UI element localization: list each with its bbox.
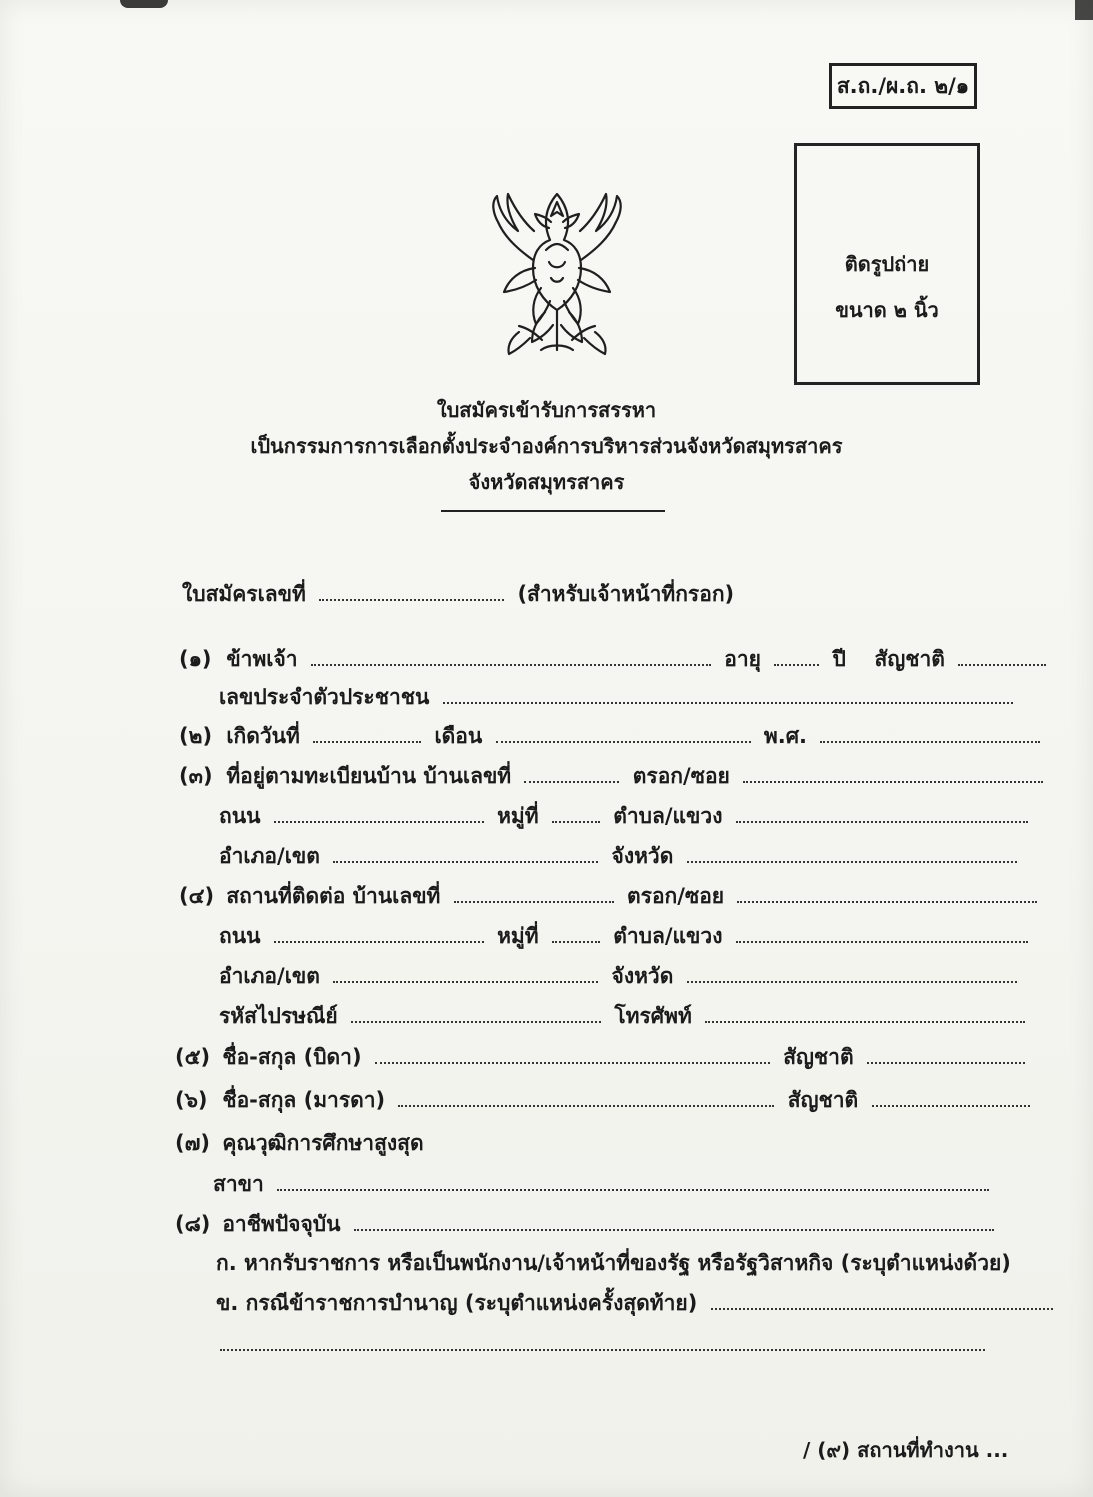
item-7-major-row bbox=[213, 1170, 995, 1198]
item-7-row bbox=[175, 1129, 424, 1157]
contact-address-label: สถานที่ติดต่อ บ้านเลขที่ bbox=[226, 884, 441, 908]
item-number: (๒) bbox=[179, 724, 213, 748]
education-label: คุณวุฒิการศึกษาสูงสุด bbox=[222, 1131, 424, 1155]
road-field[interactable] bbox=[274, 820, 484, 823]
scan-edge-shadow bbox=[1075, 0, 1093, 20]
item-number: (๔) bbox=[179, 884, 215, 908]
soi-field[interactable] bbox=[743, 780, 1043, 783]
postcode-label: รหัสไปรษณีย์ bbox=[219, 1004, 338, 1028]
moo-field[interactable] bbox=[552, 820, 600, 823]
application-number-note: (สำหรับเจ้าหน้าที่กรอก) bbox=[517, 582, 735, 606]
item-8-retired-row bbox=[216, 1289, 1059, 1317]
father-name-field[interactable] bbox=[375, 1061, 770, 1064]
contact-province-label: จังหวัด bbox=[611, 964, 674, 988]
contact-house-number-field[interactable] bbox=[454, 900, 614, 903]
citizen-id-field[interactable] bbox=[443, 701, 1013, 704]
road-label: ถนน bbox=[219, 804, 261, 828]
item-2-row bbox=[179, 722, 1046, 750]
contact-district-field[interactable] bbox=[333, 980, 598, 983]
contact-subdistrict-label: ตำบล/แขวง bbox=[613, 924, 723, 948]
birth-day-label: เกิดวันที่ bbox=[226, 724, 300, 748]
phone-field[interactable] bbox=[705, 1020, 1025, 1023]
item-8-extra-line-row bbox=[220, 1330, 991, 1358]
father-nationality-field[interactable] bbox=[867, 1061, 1025, 1064]
major-label: สาขา bbox=[213, 1172, 264, 1196]
item-number: (๓) bbox=[179, 764, 213, 788]
birth-month-field[interactable] bbox=[496, 740, 751, 743]
birth-day-field[interactable] bbox=[313, 740, 421, 743]
item-4-postcode-row bbox=[219, 1002, 1031, 1030]
continuation-note: / (๙) สถานที่ทำงาน ... bbox=[803, 1438, 1009, 1462]
age-label: อายุ bbox=[724, 647, 761, 671]
title-line-1: ใบสมัครเข้ารับการสรรหา bbox=[436, 398, 657, 422]
item-3-road-row bbox=[219, 802, 1034, 830]
item-5-row bbox=[175, 1043, 1031, 1071]
item-number: (๑) bbox=[179, 647, 212, 671]
citizen-id-label: เลขประจำตัวประชาชน bbox=[219, 685, 430, 709]
age-field[interactable] bbox=[774, 663, 819, 666]
province-label: จังหวัด bbox=[611, 844, 674, 868]
birth-year-field[interactable] bbox=[820, 740, 1040, 743]
birth-year-label: พ.ศ. bbox=[763, 724, 808, 748]
nationality-label: สัญชาติ bbox=[874, 647, 945, 671]
application-number-label: ใบสมัครเลขที่ bbox=[182, 582, 306, 606]
item-4-road-row bbox=[219, 922, 1034, 950]
form-code-box: ส.ถ./ผ.ถ. ๒/๑ bbox=[829, 63, 977, 109]
item-4-district-row bbox=[219, 962, 1023, 990]
retired-position-label: ข. กรณีข้าราชการบำนาญ (ระบุตำแหน่งครั้งสุดท้าย) bbox=[216, 1291, 698, 1315]
item-8-row bbox=[175, 1210, 1000, 1238]
occupation-field[interactable] bbox=[354, 1228, 994, 1231]
birth-month-label: เดือน bbox=[434, 724, 483, 748]
item-number: (๗) bbox=[175, 1131, 210, 1155]
title-line-3: จังหวัดสมุทรสาคร bbox=[468, 470, 625, 494]
father-nationality-label: สัญชาติ bbox=[783, 1045, 854, 1069]
name-field[interactable] bbox=[311, 663, 711, 666]
postcode-field[interactable] bbox=[351, 1020, 601, 1023]
major-field[interactable] bbox=[277, 1188, 989, 1191]
contact-road-field[interactable] bbox=[274, 940, 484, 943]
item-4-row bbox=[179, 882, 1043, 910]
house-number-field[interactable] bbox=[524, 780, 619, 783]
contact-road-label: ถนน bbox=[219, 924, 261, 948]
contact-moo-label: หมู่ที่ bbox=[497, 924, 539, 948]
contact-district-label: อำเภอ/เขต bbox=[219, 964, 320, 988]
title-line-2: เป็นกรรมการการเลือกตั้งประจำองค์การบริหารส่วนจังหวัดสมุทรสาคร bbox=[250, 434, 843, 458]
nationality-field[interactable] bbox=[958, 663, 1046, 666]
subdistrict-field[interactable] bbox=[736, 820, 1028, 823]
item-number: (๘) bbox=[175, 1212, 211, 1236]
mother-name-field[interactable] bbox=[398, 1104, 774, 1107]
document-title bbox=[0, 392, 1093, 500]
soi-label: ตรอก/ซอย bbox=[632, 764, 730, 788]
item-3-district-row bbox=[219, 842, 1023, 870]
item-1-row bbox=[179, 645, 1052, 673]
application-number-row bbox=[182, 580, 734, 608]
district-field[interactable] bbox=[333, 860, 598, 863]
item-8-government-row bbox=[216, 1249, 1011, 1277]
item-number: (๕) bbox=[175, 1045, 211, 1069]
contact-subdistrict-field[interactable] bbox=[736, 940, 1028, 943]
item-3-row bbox=[179, 762, 1049, 790]
name-label: ข้าพเจ้า bbox=[226, 647, 298, 671]
father-name-label: ชื่อ-สกุล (บิดา) bbox=[222, 1045, 362, 1069]
year-label: ปี bbox=[832, 647, 846, 671]
contact-province-field[interactable] bbox=[687, 980, 1017, 983]
garuda-emblem-icon bbox=[475, 180, 640, 365]
contact-soi-label: ตรอก/ซอย bbox=[627, 884, 725, 908]
phone-label: โทรศัพท์ bbox=[614, 1004, 692, 1028]
additional-position-field[interactable] bbox=[220, 1348, 985, 1351]
subdistrict-label: ตำบล/แขวง bbox=[613, 804, 723, 828]
mother-name-label: ชื่อ-สกุล (มารดา) bbox=[222, 1088, 386, 1112]
contact-soi-field[interactable] bbox=[737, 900, 1037, 903]
scan-edge-shadow bbox=[120, 0, 168, 8]
district-label: อำเภอ/เขต bbox=[219, 844, 320, 868]
government-position-instruction: ก. หากรับราชการ หรือเป็นพนักงาน/เจ้าหน้าที่ของรัฐ หรือรัฐวิสาหกิจ (ระบุตำแหน่งด้วย) bbox=[216, 1251, 1011, 1275]
mother-nationality-label: สัญชาติ bbox=[787, 1088, 859, 1112]
retired-position-field[interactable] bbox=[711, 1307, 1053, 1310]
photo-box bbox=[794, 143, 980, 385]
item-number: (๖) bbox=[175, 1088, 208, 1112]
province-field[interactable] bbox=[687, 860, 1017, 863]
mother-nationality-field[interactable] bbox=[872, 1104, 1030, 1107]
occupation-label: อาชีพปัจจุบัน bbox=[222, 1212, 341, 1236]
photo-instruction: ติดรูปถ่าย bbox=[844, 252, 930, 276]
application-number-field[interactable] bbox=[319, 598, 504, 601]
item-1-id-row bbox=[219, 683, 1019, 711]
moo-label: หมู่ที่ bbox=[497, 804, 539, 828]
registered-address-label: ที่อยู่ตามทะเบียนบ้าน บ้านเลขที่ bbox=[226, 764, 512, 788]
contact-moo-field[interactable] bbox=[552, 940, 600, 943]
title-underline bbox=[441, 510, 665, 512]
photo-size: ขนาด ๒ นิ้ว bbox=[835, 298, 939, 322]
item-6-row bbox=[175, 1086, 1036, 1114]
